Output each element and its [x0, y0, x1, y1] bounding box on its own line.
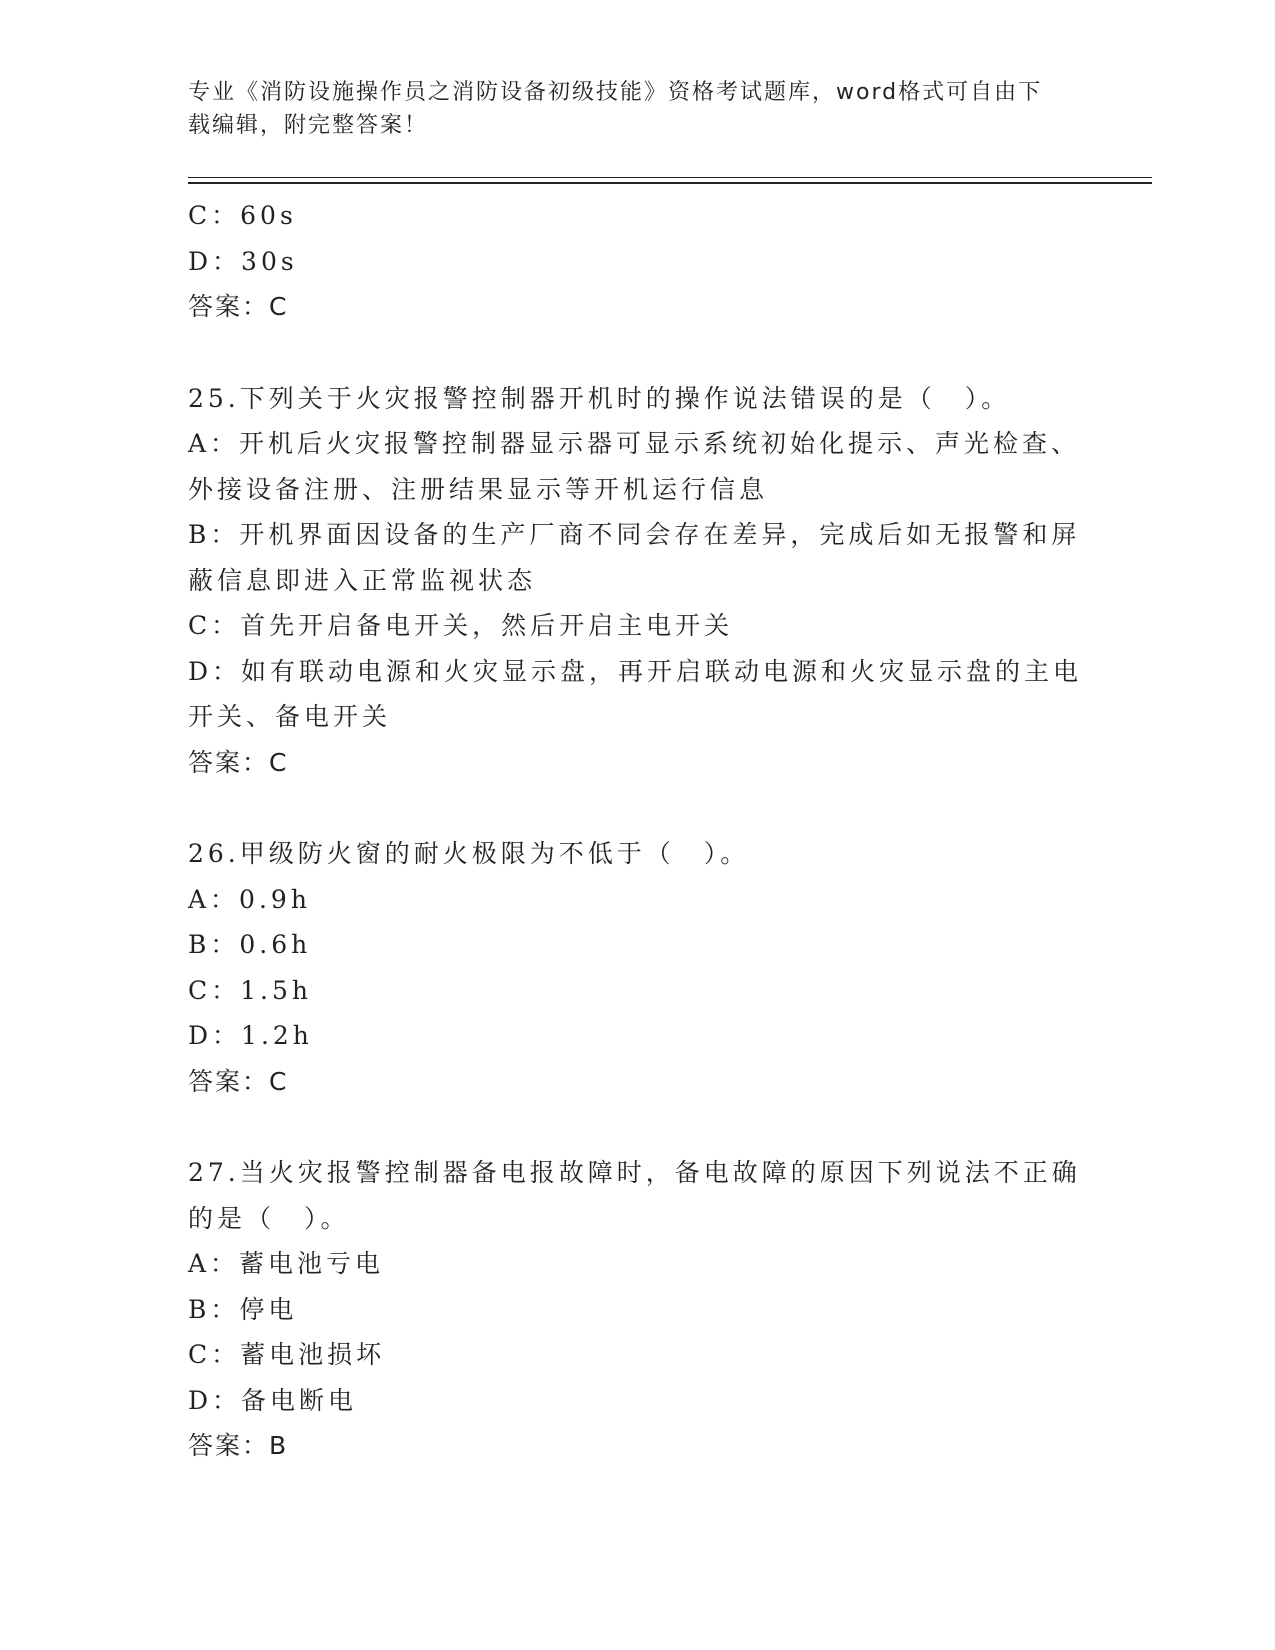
document-header [188, 76, 1088, 142]
question-27 [188, 1150, 1088, 1469]
option-b: B：0.6h [188, 930, 312, 959]
previous-question-tail [188, 193, 1088, 330]
option-c: C：60s [188, 201, 297, 230]
header-divider-thick [188, 182, 1152, 184]
option-c: C：1.5h [188, 975, 312, 1005]
option-a: A：蓄电池亏电 [188, 1249, 385, 1278]
option-d: D：30s [188, 246, 298, 276]
option-b: B：停电 [188, 1294, 298, 1324]
question-stem-continued: 的是（ ）。 [188, 1203, 350, 1233]
question-list [188, 193, 1088, 1469]
option-c: C：蓄电池损坏 [188, 1340, 386, 1369]
option-d-continued: 开关、备电开关 [188, 702, 392, 731]
header-divider-thin [188, 177, 1152, 178]
header-line-2: 载编辑，附完整答案！ [188, 113, 429, 138]
answer-line: 答案：C [188, 292, 289, 321]
question-stem: 25.下列关于火灾报警控制器开机时的操作说法错误的是（ ）。 [188, 383, 1011, 413]
option-d: D：备电断电 [188, 1385, 358, 1415]
option-d: D：1.2h [188, 1021, 313, 1050]
question-25 [188, 376, 1088, 786]
option-b: B：开机界面因设备的生产厂商不同会存在差异，完成后如无报警和屏 [188, 520, 1081, 549]
answer-line: 答案：C [188, 1066, 289, 1096]
answer-line: 答案：C [188, 747, 289, 777]
option-c: C：首先开启备电开关，然后开启主电开关 [188, 611, 734, 640]
option-a: A：0.9h [188, 884, 311, 914]
option-a-continued: 外接设备注册、注册结果显示等开机运行信息 [188, 474, 769, 504]
header-line-1: 专业《消防设施操作员之消防设备初级技能》资格考试题库，word格式可自由下 [188, 80, 1043, 105]
option-a: A：开机后火灾报警控制器显示器可显示系统初始化提示、声光检查、 [188, 429, 1081, 458]
question-26 [188, 831, 1088, 1104]
question-stem: 27.当火灾报警控制器备电报故障时，备电故障的原因下列说法不正确 [188, 1158, 1081, 1187]
question-stem: 26.甲级防火窗的耐火极限为不低于（ ）。 [188, 839, 750, 868]
option-d: D：如有联动电源和火灾显示盘，再开启联动电源和火灾显示盘的主电 [188, 656, 1083, 686]
answer-line: 答案：B [188, 1431, 289, 1460]
option-b-continued: 蔽信息即进入正常监视状态 [188, 565, 537, 595]
